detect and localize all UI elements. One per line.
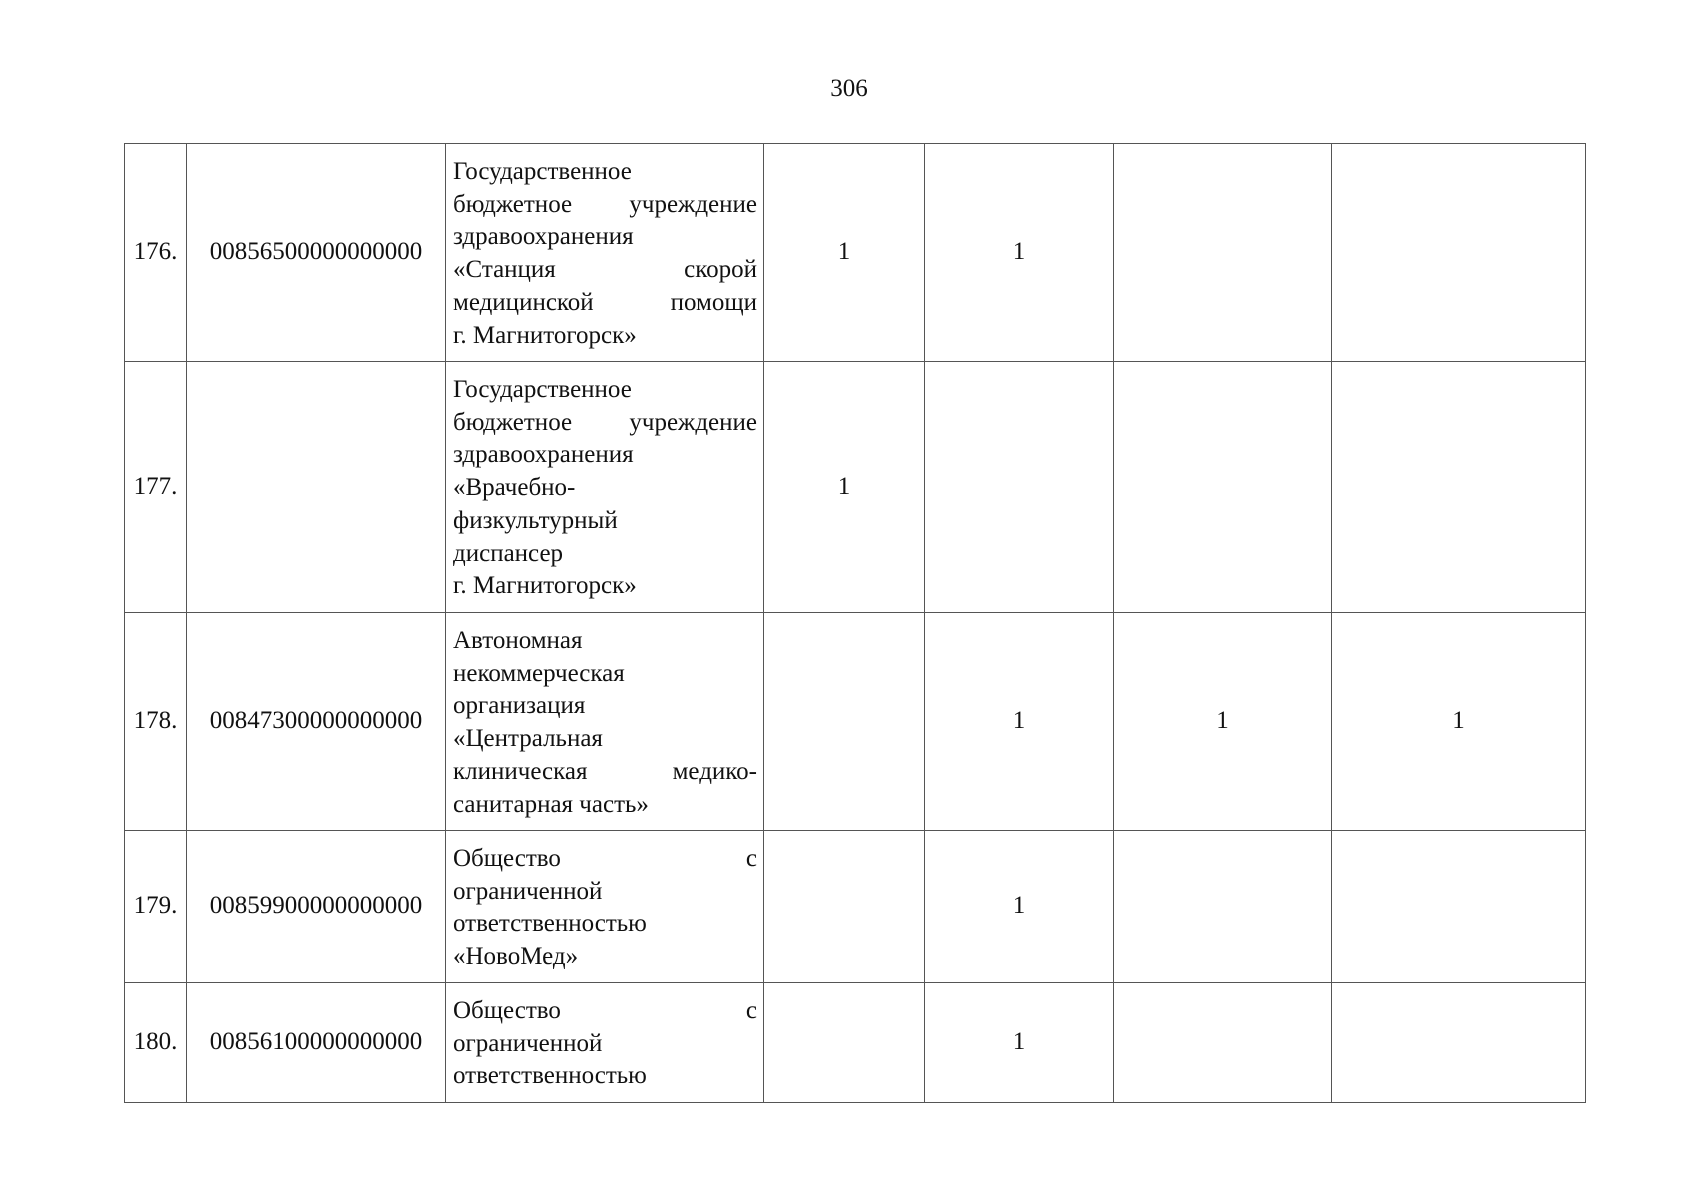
value-cell-2: [925, 362, 1114, 613]
organization-name-cell: [446, 144, 764, 362]
organization-code-cell: 00847300000000000: [187, 613, 446, 831]
value-cell-3: [1114, 144, 1332, 362]
organization-name-line: «Станция скорой: [453, 256, 757, 284]
organization-name-line: здравоохранения: [453, 441, 634, 469]
organization-name-line: ограниченной: [453, 877, 603, 905]
organization-name-line: Государственное: [453, 158, 632, 185]
table-row: [125, 144, 1586, 362]
row-number-cell: 177.: [125, 362, 187, 613]
organization-name-line: г. Магнитогорск»: [453, 572, 637, 600]
organization-name-cell: [446, 831, 764, 983]
table-row: [125, 362, 1586, 613]
organization-name-line: Государственное: [453, 376, 632, 403]
value-cell-4: [1332, 144, 1586, 362]
organization-name-line: ответственностью: [453, 910, 647, 938]
organization-name-line: медицинской помощи: [453, 288, 757, 316]
registry-table: [124, 143, 1586, 1103]
organization-name-line: организация: [453, 692, 586, 720]
row-number-cell: 178.: [125, 613, 187, 831]
value-cell-3: [1114, 831, 1332, 983]
organization-name-cell: [446, 983, 764, 1103]
table-row: [125, 983, 1586, 1103]
organization-name-line: Автономная: [453, 627, 583, 654]
value-cell-1: [764, 831, 925, 983]
organization-name-line: г. Магнитогорск»: [453, 321, 637, 349]
organization-name-line: санитарная часть»: [453, 790, 649, 818]
organization-name-line: бюджетное учреждение: [453, 408, 757, 436]
row-number-cell: 176.: [125, 144, 187, 362]
organization-code-cell: 00859900000000000: [187, 831, 446, 983]
organization-name-line: бюджетное учреждение: [453, 190, 757, 218]
value-cell-4: 1: [1332, 613, 1586, 831]
value-cell-2: 1: [925, 613, 1114, 831]
value-cell-2: 1: [925, 831, 1114, 983]
value-cell-2: 1: [925, 144, 1114, 362]
organization-name-line: ответственностью: [453, 1062, 647, 1090]
organization-name-line: некоммерческая: [453, 659, 625, 687]
value-cell-3: [1114, 362, 1332, 613]
organization-name-line: диспансер: [453, 539, 564, 567]
value-cell-1: 1: [764, 144, 925, 362]
organization-name-cell: [446, 613, 764, 831]
organization-code-cell: [187, 362, 446, 613]
table-row: [125, 613, 1586, 831]
value-cell-3: 1: [1114, 613, 1332, 831]
value-cell-2: 1: [925, 983, 1114, 1103]
organization-code-cell: 00856100000000000: [187, 983, 446, 1103]
organization-name-line: физкультурный: [453, 506, 618, 534]
organization-name-line: «Врачебно-: [453, 474, 576, 502]
organization-name-line: клиническая медико-: [453, 757, 757, 785]
value-cell-4: [1332, 983, 1586, 1103]
organization-name-line: здравоохранения: [453, 223, 634, 251]
organization-code-cell: 00856500000000000: [187, 144, 446, 362]
value-cell-1: [764, 613, 925, 831]
row-number-cell: 180.: [125, 983, 187, 1103]
organization-name-line: ограниченной: [453, 1029, 603, 1057]
organization-name-line: «НовоМед»: [453, 943, 579, 971]
value-cell-4: [1332, 831, 1586, 983]
organization-name-line: Общество с: [453, 845, 757, 872]
organization-name-line: «Центральная: [453, 725, 603, 753]
organization-name-cell: [446, 362, 764, 613]
row-number-cell: 179.: [125, 831, 187, 983]
value-cell-4: [1332, 362, 1586, 613]
table-row: [125, 831, 1586, 983]
value-cell-3: [1114, 983, 1332, 1103]
value-cell-1: 1: [764, 362, 925, 613]
page-number: 306: [830, 75, 868, 102]
organization-name-line: Общество с: [453, 997, 757, 1024]
value-cell-1: [764, 983, 925, 1103]
